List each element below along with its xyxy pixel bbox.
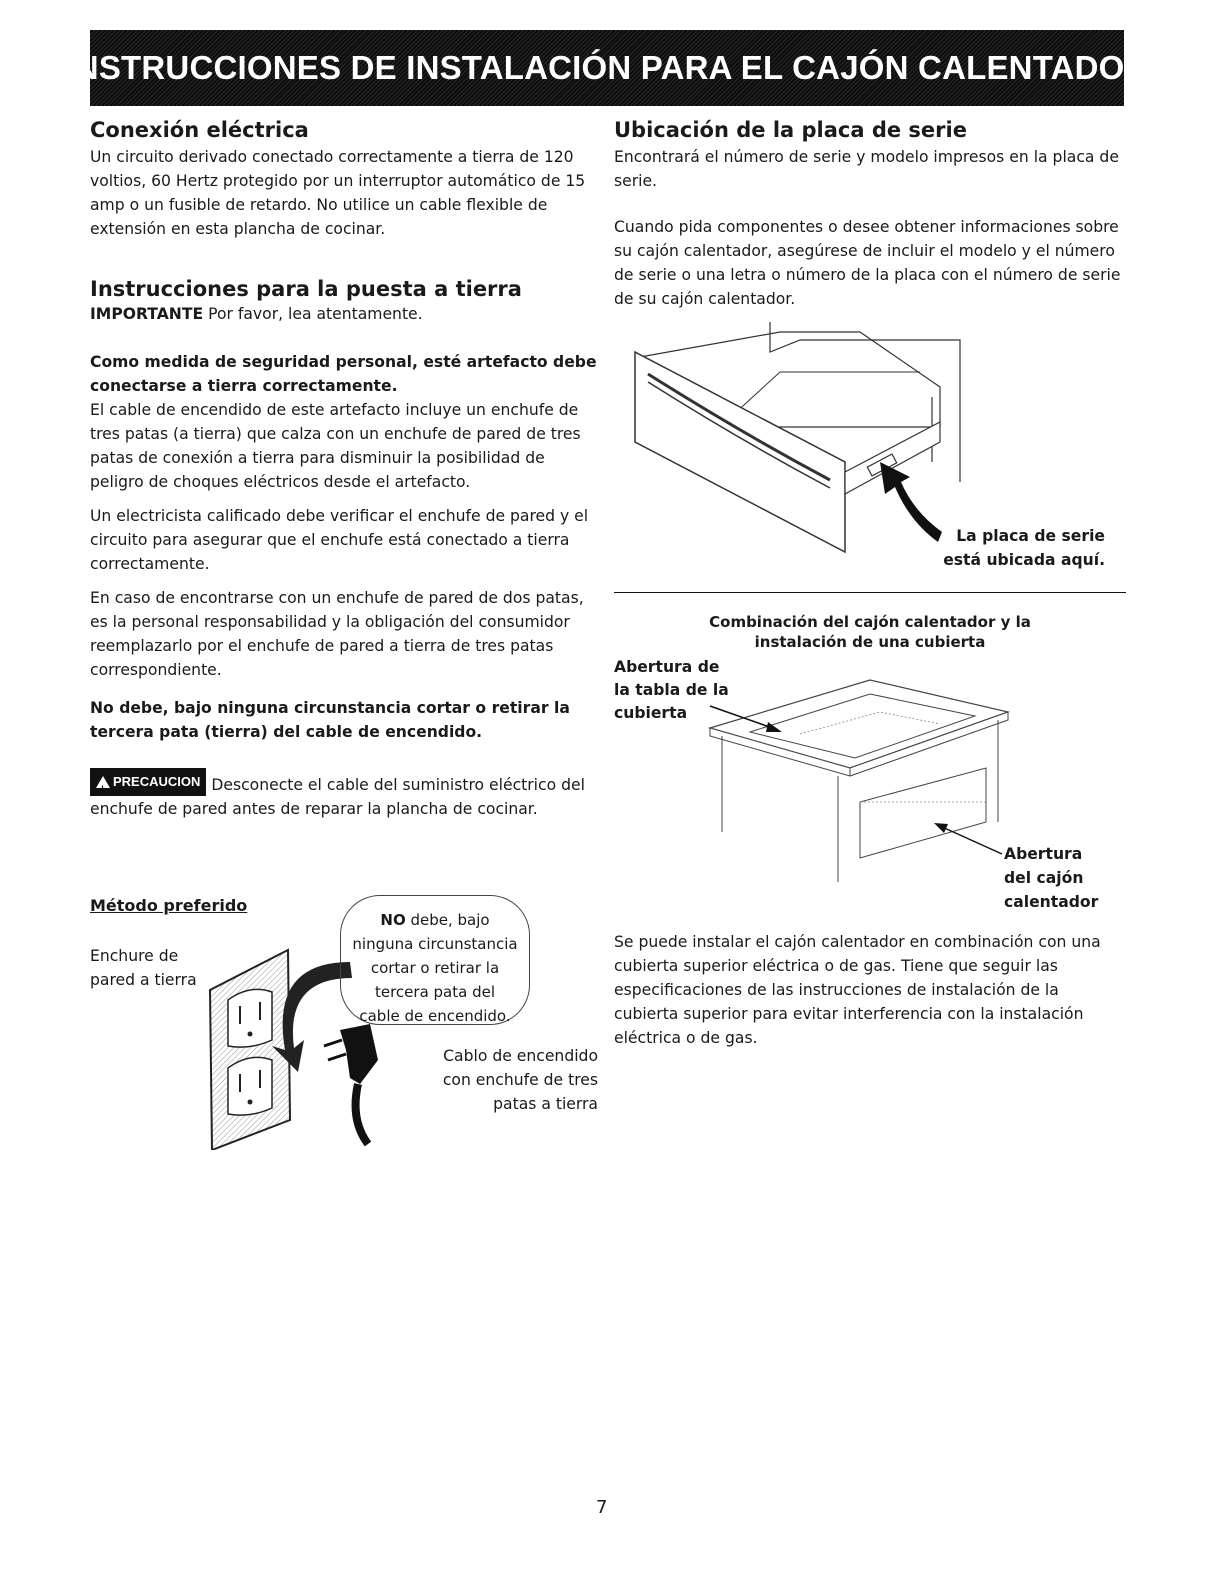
caution-badge-label: PRECAUCION (113, 774, 201, 790)
warning-bubble (340, 895, 530, 1025)
cooktop-cabinet-illustration (690, 672, 1010, 892)
outlet-label-line-2: pared a tierra (90, 971, 197, 989)
bubble-first-line-rest: debe, bajo (410, 911, 490, 929)
drawer-label-line-3: calentador (1004, 893, 1099, 911)
drawer-label-line-1: Abertura (1004, 845, 1083, 863)
countertop (710, 680, 1008, 768)
power-cord (356, 1084, 368, 1144)
bubble-line-3: cortar o retirar la (370, 959, 500, 977)
caution-badge (90, 768, 206, 796)
cord-label-line-1: Cablo de encendido (443, 1047, 598, 1065)
header-banner (65, 30, 1149, 106)
receptacle-upper (228, 989, 272, 1047)
bubble-line-4: tercera pata del (374, 983, 496, 1001)
drawer-opening (860, 768, 986, 858)
combo-body: Se puede instalar el cajón calentador en combinación con una cubierta superior eléctrica o de gas. Tiene que seguir las especificaciones de las instrucciones de instalación de la cubierta superior para evitar interferencia con la instalación eléctrica o de gas. (614, 933, 1101, 1047)
electrical-heading: Conexión eléctrica (90, 118, 309, 142)
important-label: IMPORTANTE (90, 305, 204, 324)
right-column (614, 118, 1126, 311)
important-line (90, 302, 600, 326)
serial-heading: Ubicación de la placa de serie (614, 118, 967, 142)
cutout-label-line-3: cubierta (614, 704, 688, 722)
caution-paragraph (90, 768, 600, 821)
method-title-text: Método preferido (90, 896, 248, 915)
drawer-label (1004, 842, 1098, 914)
drawer-front (635, 352, 845, 552)
bubble-line-2: ninguna circunstancia (352, 935, 518, 953)
combo-title-line-1: Combinación del cajón calentador y la (709, 613, 1031, 631)
serial-callout (900, 524, 1105, 572)
cutout-label-line-2: la tabla de la (614, 681, 729, 699)
bubble-line-5: cable de encendido. (359, 1007, 511, 1025)
important-text: Por favor, lea atentamente. (208, 305, 423, 324)
grounding-heading: Instrucciones para la puesta a tierra (90, 277, 522, 302)
receptacle-lower (228, 1057, 272, 1115)
electrical-body: Un circuito derivado conectado correctamente a tierra de 120 voltios, 60 Hertz protegido por un interruptor automático de 15 amp o un fusible de retardo. No utilice un cable flexible de extensión en esta plancha de cocinar. (90, 148, 586, 239)
page-number: 7 (596, 1497, 608, 1518)
drawer-label-line-2: del cajón (1004, 869, 1084, 887)
bubble-no-text: NO (380, 911, 406, 929)
serial-callout-line-2: está ubicada aquí. (943, 551, 1105, 569)
outlet-label-line-1: Enchure de (90, 947, 179, 965)
warning-bold-text: No debe, bajo ninguna circunstancia cortar o retirar la tercera pata (tierra) del cable de encendido. (90, 699, 570, 742)
cord-label-line-3: patas a tierra (493, 1095, 598, 1113)
outlet-label (90, 944, 197, 992)
serial-body-1: Encontrará el número de serie y modelo impresos en la placa de serie. (614, 148, 1119, 191)
safety-bold-text: Como medida de seguridad personal, esté artefacto debe conectarse a tierra correctamente. (90, 353, 597, 396)
cord-label (400, 1044, 598, 1116)
serial-body-2: Cuando pida componentes o desee obtener informaciones sobre su cajón calentador, asegúrese de incluir el modelo y el número de serie o una letra o número de la placa con el número de serie de su cajón calentador. (614, 218, 1121, 309)
combo-title (614, 612, 1126, 652)
electrician-text: Un electricista calificado debe verificar el enchufe de pared y el circuito para asegurar que el enchufe está conectado a tierra correctamente. (90, 507, 589, 574)
serial-callout-line-1: La placa de serie (956, 527, 1105, 545)
left-column (90, 118, 600, 821)
cutout-label-line-1: Abertura de (614, 658, 720, 676)
caution-text: Desconecte el cable del suministro eléctrico del enchufe de pared antes de reparar la plancha de cocinar. (90, 776, 585, 819)
two-prong-text: En caso de encontrarse con un enchufe de pared de dos patas, es la personal responsabilidad y la obligación del consumidor reemplazarlo por el enchufe de pared a tierra de tres patas correspondiente. (90, 589, 584, 680)
cord-label-line-2: con enchufe de tres (442, 1071, 598, 1089)
bubble-line-1 (341, 908, 529, 932)
combo-title-line-2: instalación de una cubierta (754, 633, 986, 651)
section-divider (614, 592, 1126, 593)
warning-triangle-icon: ! (96, 776, 110, 788)
safety-text: El cable de encendido de este artefacto incluye un enchufe de tres patas (a tierra) que calza con un enchufe de pared de tres patas de conexión a tierra para disminuir la posibilidad de peligro de choques eléctricos desde el artefacto. (90, 401, 581, 492)
page-title: INSTRUCCIONES DE INSTALACIÓN PARA EL CAJÓN CALENTADOR (65, 49, 1149, 86)
